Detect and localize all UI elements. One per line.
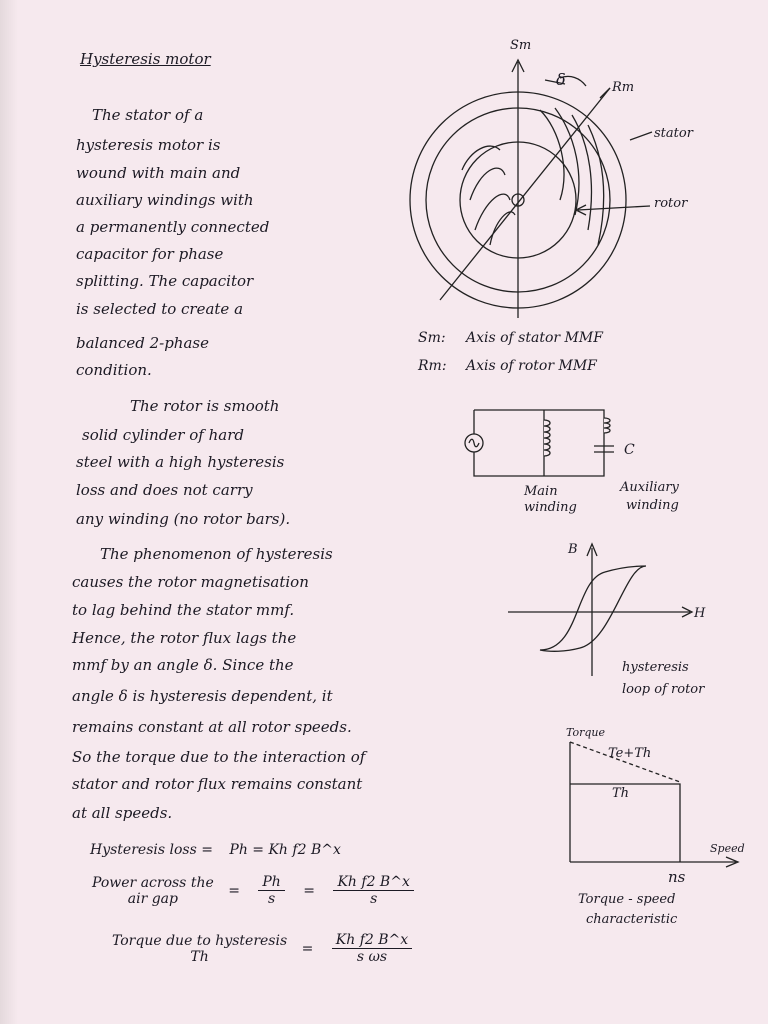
capacitor-label: C [624, 442, 635, 458]
hysteresis-caption: hysteresis [622, 660, 689, 675]
fraction: $\frac{\text{Kh f2 B\textasciicircum{}x}}{\text{s ωs}}$ [332, 932, 412, 965]
main-winding-label: winding [524, 500, 577, 515]
fraction: $\frac{\text{Kh f2 B\textasciicircum{}x}}{s}$ [333, 874, 413, 907]
text-line: remains constant at all rotor speeds. [72, 718, 352, 736]
legend-text: Axis of stator MMF [466, 330, 603, 346]
text-line: a permanently connected [76, 218, 270, 236]
text-line: causes the rotor magnetisation [72, 573, 309, 591]
stator-label: stator [654, 126, 693, 141]
legend-symbol: Sm: [418, 330, 446, 346]
torque-caption: characteristic [586, 912, 678, 927]
text-line: balanced 2-phase [76, 334, 209, 352]
text-line: So the torque due to the interaction of [72, 748, 366, 766]
legend-text: Axis of rotor MMF [466, 358, 597, 374]
text-line: any winding (no rotor bars). [76, 510, 291, 528]
text-line: condition. [76, 361, 152, 379]
text-line: angle δ is hysteresis dependent, it [72, 687, 333, 705]
torque-axis-label: Torque [566, 726, 605, 739]
h-label: H [694, 606, 706, 621]
rotor-label: rotor [654, 196, 688, 211]
equation-rhs: Ph = Kh f2 B^x [229, 842, 341, 858]
main-winding-label: Main [524, 484, 558, 499]
text-line: stator and rotor flux remains constant [72, 775, 363, 793]
torque-equation: Torque due to hysteresis Th = $\frac{\text{Kh f2 B\textasciicircum{}x}}{\text{s ωs}}$ [112, 932, 416, 965]
text-line: splitting. The capacitor [76, 272, 254, 290]
text-line: The rotor is smooth [130, 397, 280, 415]
te-th-label: Te+Th [608, 746, 652, 761]
sm-label: Sm [510, 38, 532, 53]
delta-label: δ [556, 70, 566, 89]
torque-caption: Torque - speed [578, 892, 676, 907]
aux-winding-label: Auxiliary [620, 480, 679, 495]
th-label: Th [612, 786, 630, 801]
ns-label: ns [668, 868, 686, 886]
legend-symbol: Rm: [418, 358, 447, 374]
text-line: capacitor for phase [76, 245, 224, 263]
b-label: B [568, 542, 578, 557]
power-equation: Power across the air gap = $\frac{Ph}{s}$ = $\frac{\text{Kh f2 B\textasciicircum{}x}}{s}$ [92, 874, 418, 907]
equation-label: Torque due to hysteresis [112, 932, 288, 949]
text-line: is selected to create a [76, 300, 244, 318]
text-line: at all speeds. [72, 804, 173, 822]
text-line: The stator of a [92, 106, 204, 124]
equation-label: Hysteresis loss = [90, 842, 213, 858]
text-line: loss and does not carry [76, 481, 253, 499]
fraction: $\frac{Ph}{s}$ [258, 874, 284, 907]
text-line: hysteresis motor is [76, 136, 221, 154]
rm-label: Rm [612, 80, 635, 95]
text-line: The phenomenon of hysteresis [100, 545, 333, 563]
aux-winding-label: winding [626, 498, 679, 513]
equation-label: Power across the [92, 874, 214, 891]
speed-axis-label: Speed [710, 842, 745, 855]
text-line: solid cylinder of hard [82, 426, 244, 444]
text-line: wound with main and [76, 164, 241, 182]
text-line: Hence, the rotor flux lags the [72, 629, 297, 647]
text-line: mmf by an angle δ. Since the [72, 656, 294, 674]
equation-symbol: Th [190, 948, 209, 965]
page-title: Hysteresis motor [80, 50, 211, 68]
text-line: steel with a high hysteresis [76, 453, 285, 471]
text-line: auxiliary windings with [76, 191, 254, 209]
equation-label: air gap [127, 890, 178, 907]
text-line: to lag behind the stator mmf. [72, 601, 295, 619]
hysteresis-caption: loop of rotor [622, 682, 705, 697]
